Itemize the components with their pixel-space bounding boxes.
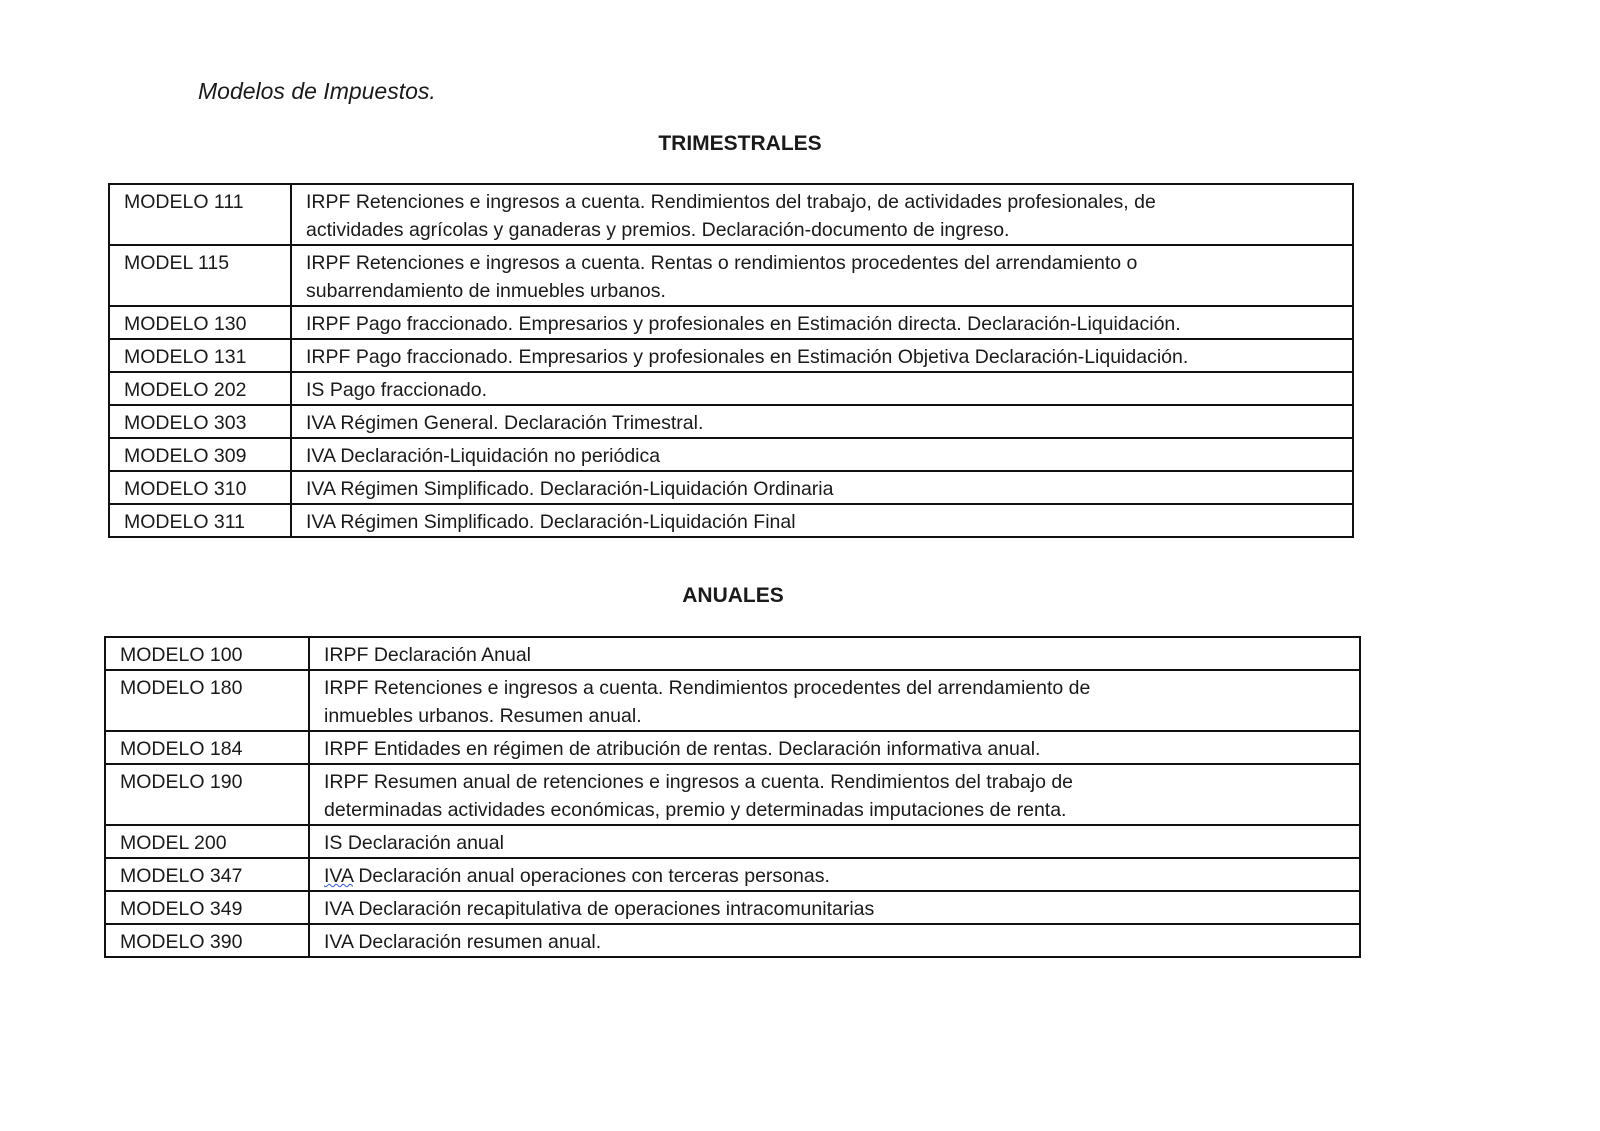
model-description — [291, 245, 1353, 306]
description-line: inmuebles urbanos. Resumen anual. — [324, 705, 642, 727]
model-code: MODELO 390 — [105, 924, 309, 957]
model-description — [309, 764, 1360, 825]
description-line: IVA Régimen Simplificado. Declaración-Liquidación Final — [306, 511, 796, 533]
description-line: IVA Declaración recapitulativa de operaciones intracomunitarias — [324, 898, 875, 920]
model-code: MODELO 349 — [105, 891, 309, 924]
table-row — [105, 764, 1360, 825]
description-line: IRPF Resumen anual de retenciones e ingresos a cuenta. Rendimientos del trabajo de — [324, 771, 1074, 793]
model-code: MODELO 303 — [109, 405, 291, 438]
model-description — [309, 891, 1360, 924]
model-description — [291, 372, 1353, 405]
description-line: IVA Declaración anual operaciones con terceras personas. — [324, 865, 830, 887]
description-line: IRPF Retenciones e ingresos a cuenta. Rendimientos procedentes del arrendamiento de — [324, 677, 1091, 699]
model-code: MODELO 184 — [105, 731, 309, 764]
table-trimestrales — [108, 183, 1354, 538]
table-row — [105, 731, 1360, 764]
model-code: MODEL 115 — [109, 245, 291, 306]
model-description — [309, 637, 1360, 670]
model-code: MODELO 131 — [109, 339, 291, 372]
model-description — [291, 471, 1353, 504]
description-line: actividades agrícolas y ganaderas y premios. Declaración-documento de ingreso. — [306, 219, 1010, 241]
model-description — [309, 825, 1360, 858]
description-line: IVA Régimen Simplificado. Declaración-Liquidación Ordinaria — [306, 478, 834, 500]
table-row — [105, 670, 1360, 731]
model-description — [291, 438, 1353, 471]
heading-trimestrales: TRIMESTRALES — [658, 132, 822, 155]
model-code: MODEL 200 — [105, 825, 309, 858]
table-row — [109, 372, 1353, 405]
model-code: MODELO 100 — [105, 637, 309, 670]
table-anuales — [104, 636, 1361, 958]
model-code: MODELO 111 — [109, 184, 291, 245]
description-line: IS Declaración anual — [324, 832, 504, 854]
model-code: MODELO 190 — [105, 764, 309, 825]
description-line: IRPF Declaración Anual — [324, 644, 532, 666]
description-line: IRPF Pago fraccionado. Empresarios y profesionales en Estimación directa. Declaración-Liquidación. — [306, 313, 1181, 335]
table-row — [105, 924, 1360, 957]
model-code: MODELO 180 — [105, 670, 309, 731]
model-description — [309, 670, 1360, 731]
description-line: IRPF Retenciones e ingresos a cuenta. Rendimientos del trabajo, de actividades profesionales, de — [306, 191, 1156, 213]
description-line: IVA Declaración resumen anual. — [324, 931, 602, 953]
table-row — [109, 504, 1353, 537]
model-description — [291, 504, 1353, 537]
model-description — [291, 306, 1353, 339]
table-row — [105, 825, 1360, 858]
table-row — [109, 438, 1353, 471]
model-code: MODELO 311 — [109, 504, 291, 537]
table-row — [105, 637, 1360, 670]
model-code: MODELO 202 — [109, 372, 291, 405]
table-row — [109, 245, 1353, 306]
heading-anuales: ANUALES — [682, 584, 784, 607]
model-description — [309, 858, 1360, 891]
model-description — [291, 184, 1353, 245]
model-code: MODELO 347 — [105, 858, 309, 891]
model-description — [309, 924, 1360, 957]
description-line: IVA Régimen General. Declaración Trimestral. — [306, 412, 704, 434]
table-row — [109, 306, 1353, 339]
model-description — [309, 731, 1360, 764]
model-code: MODELO 309 — [109, 438, 291, 471]
table-row — [105, 858, 1360, 891]
spellcheck-flagged-word: IVA — [324, 865, 353, 887]
table-row — [109, 405, 1353, 438]
description-line: IRPF Pago fraccionado. Empresarios y profesionales en Estimación Objetiva Declaración-Liquidación. — [306, 346, 1189, 368]
table-row — [109, 471, 1353, 504]
description-line: IS Pago fraccionado. — [306, 379, 488, 401]
model-code: MODELO 310 — [109, 471, 291, 504]
table-row — [109, 339, 1353, 372]
table-row — [109, 184, 1353, 245]
document-title: Modelos de Impuestos. — [198, 78, 436, 104]
description-line: IRPF Retenciones e ingresos a cuenta. Rentas o rendimientos procedentes del arrendamiento o — [306, 252, 1138, 274]
description-line: IRPF Entidades en régimen de atribución de rentas. Declaración informativa anual. — [324, 738, 1041, 760]
model-code: MODELO 130 — [109, 306, 291, 339]
description-line: subarrendamiento de inmuebles urbanos. — [306, 280, 666, 302]
model-description — [291, 339, 1353, 372]
table-row — [105, 891, 1360, 924]
description-line: determinadas actividades económicas, premio y determinadas imputaciones de renta. — [324, 799, 1067, 821]
model-description — [291, 405, 1353, 438]
description-line: IVA Declaración-Liquidación no periódica — [306, 445, 661, 467]
